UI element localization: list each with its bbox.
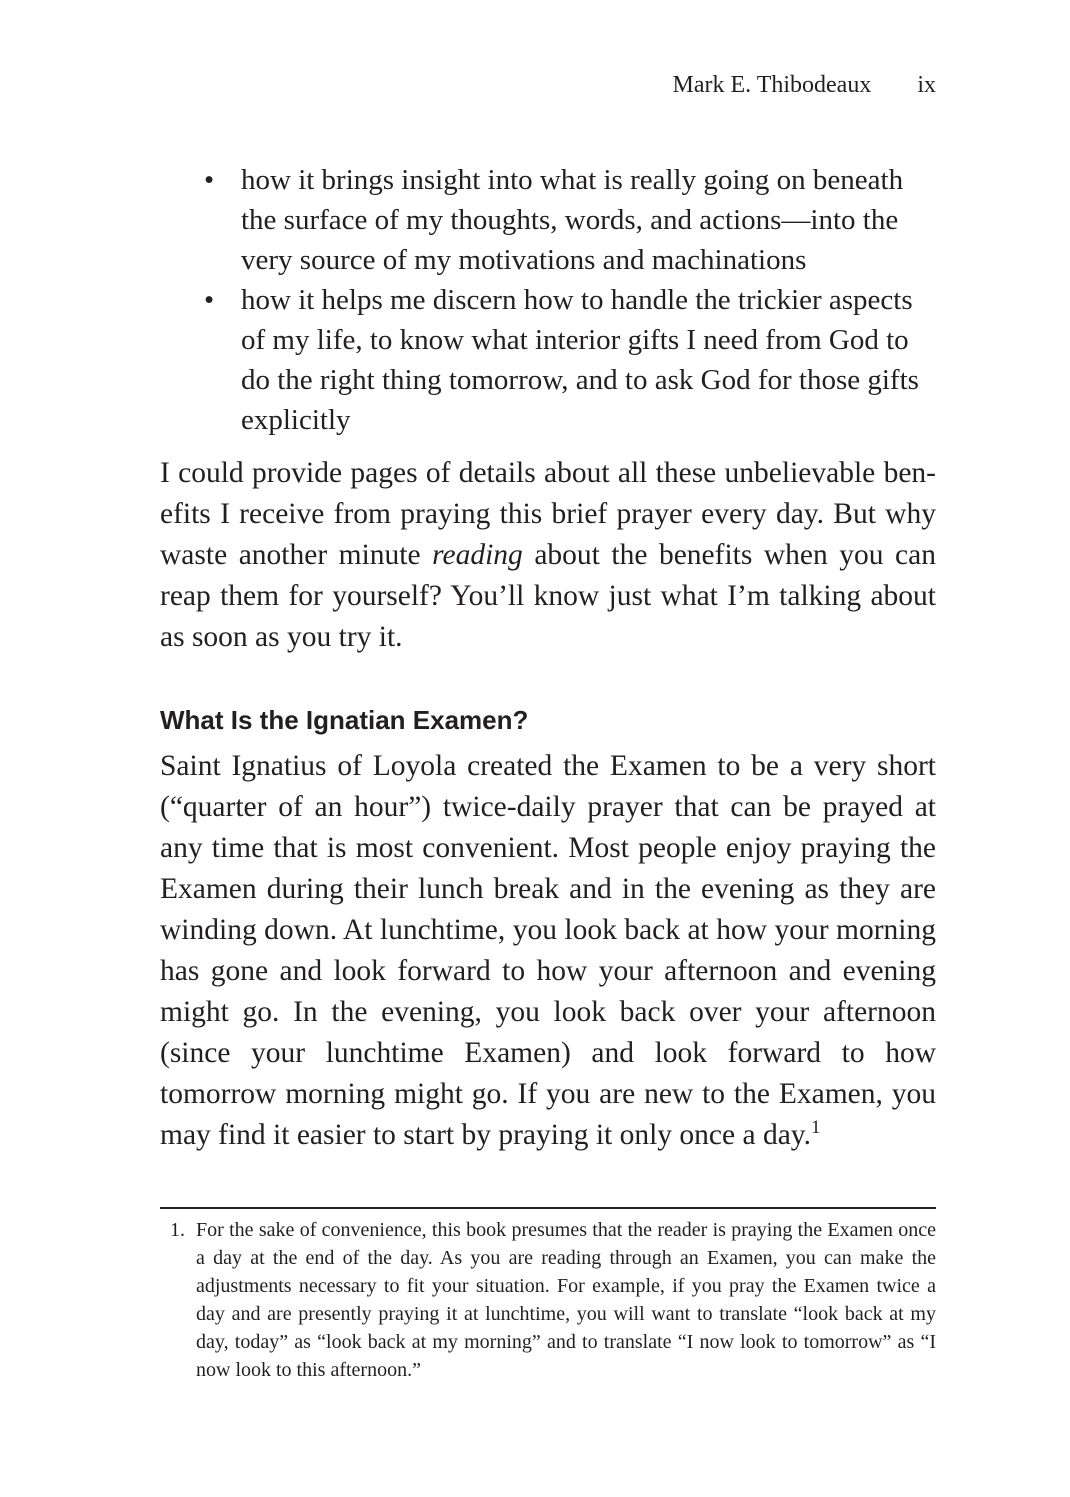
bullet-item: • how it helps me discern how to handle the trickier aspects of my life, to know what interior gifts I need from God to do the right thing tomorrow, and to ask God for those gifts explicitly — [160, 280, 936, 440]
paragraph-text: I could provide pages of details about all these unbelievable benefits I receive from praying this brief prayer every day. But why waste another minute — [160, 457, 936, 571]
bullet-list — [160, 160, 936, 440]
paragraph-text: about the benefits when you can reap them for yourself? You’ll know just what I’m talking about as soon as you try it. — [160, 539, 936, 653]
paragraph-text: Saint Ignatius of Loyola created the Examen to be a very short (“quarter of an hour”) twice-daily prayer that can be prayed at any time that is most convenient. Most people enjoy praying the Examen during their lunch break and in the evening as they are winding down. At lunchtime, you look back at how your morning has gone and look forward to how your afternoon and evening might go. In the evening, you look back over your afternoon (since your lunchtime Examen) and look forward to how tomorrow morning might go. If you are new to the Examen, you may find it easier to start by praying it only once a day. — [160, 750, 936, 1151]
footnote-number: 1. — [170, 1219, 185, 1241]
bullet-item: • how it brings insight into what is really going on beneath the surface of my thoughts, words, and actions—into the very source of my motivations and machinations — [160, 160, 936, 280]
page-number: ix — [917, 72, 936, 98]
footnote — [160, 1216, 936, 1384]
running-head — [160, 70, 936, 100]
running-head-author: Mark E. Thibodeaux — [672, 72, 872, 98]
footnote-text: For the sake of convenience, this book presumes that the reader is praying the Examen once a day at the end of the day. As you are reading through an Examen, you can make the adjustments necessary to fit your situation. For example, if you pray the Examen twice a day and are presently praying it at lunchtime, you will want to translate “look back at my day, today” as “look back at my morning” and to translate “I now look to tomorrow” as “I now look to this afternoon.” — [196, 1219, 936, 1381]
footnote-divider — [160, 1207, 936, 1209]
body-paragraph-benefits — [160, 453, 936, 658]
emphasis-text: reading — [432, 539, 523, 571]
body-paragraph-examen — [160, 746, 936, 1156]
section-heading: What Is the Ignatian Examen? — [160, 705, 529, 735]
footnote-reference[interactable]: 1 — [811, 1117, 821, 1138]
